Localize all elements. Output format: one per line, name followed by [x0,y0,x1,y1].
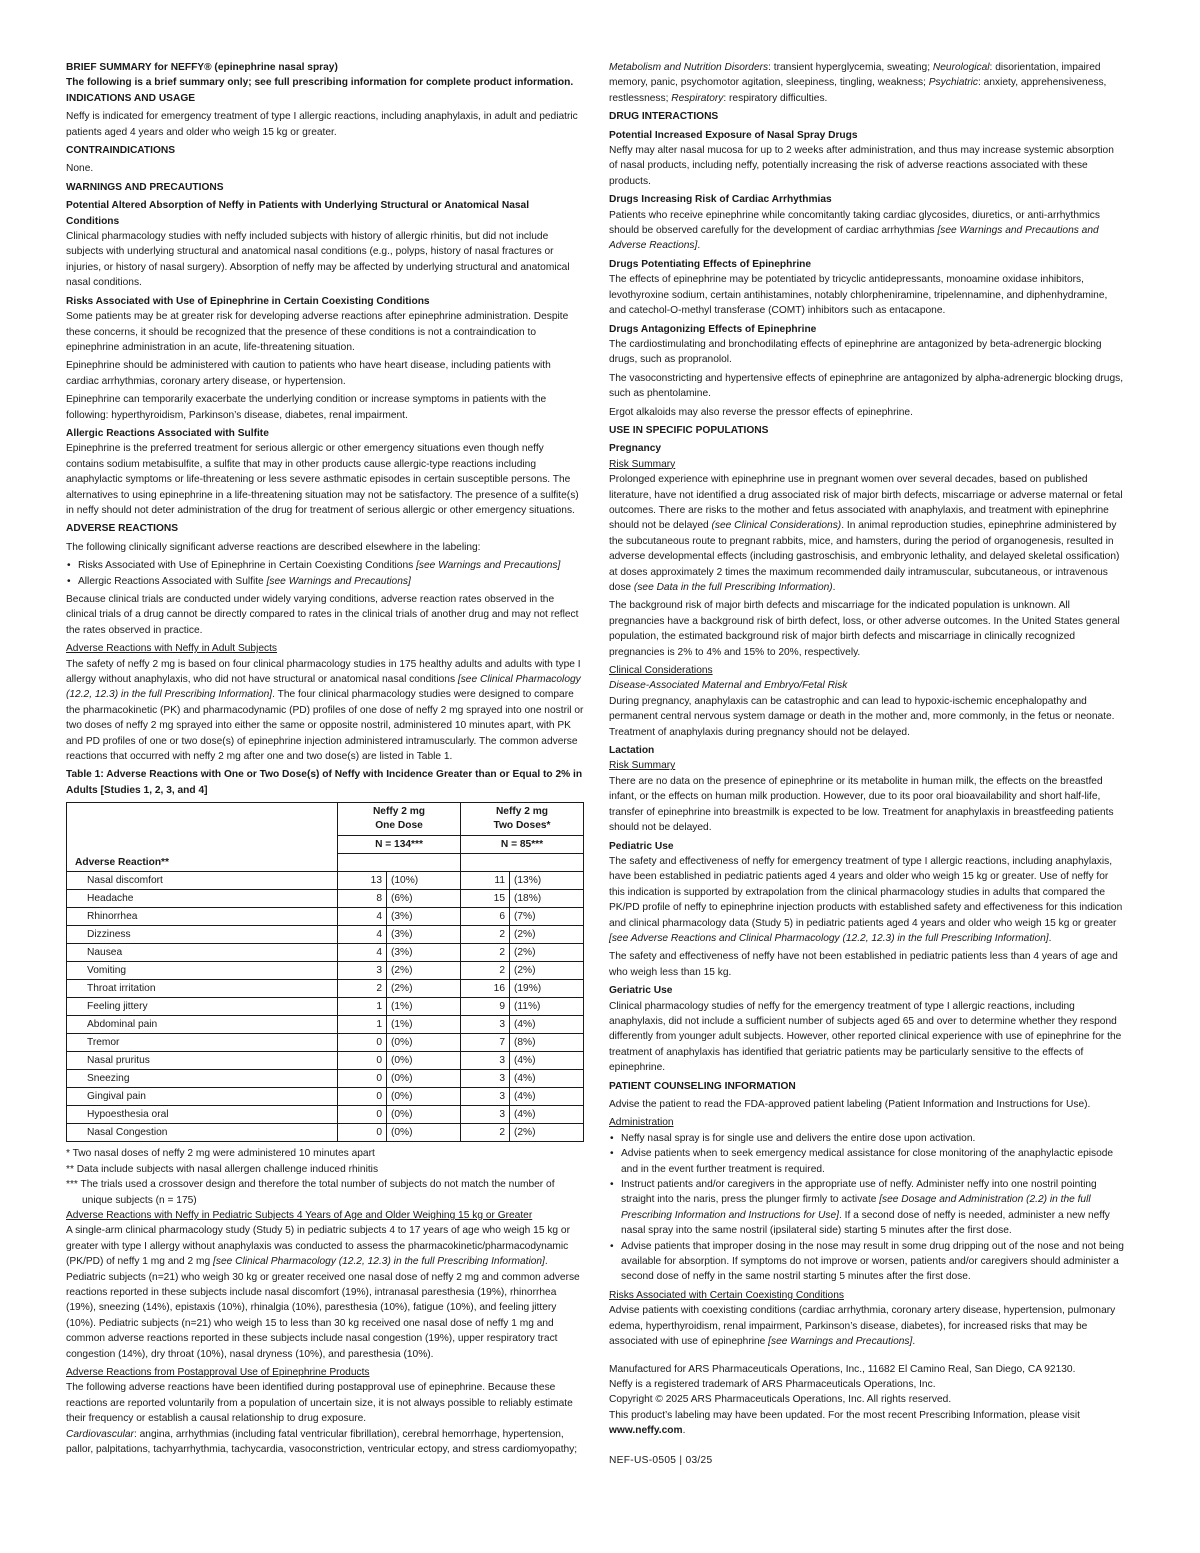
one-dose-percent: (2%) [387,980,461,998]
two-doses-count: 2 [461,926,510,944]
one-dose-count: 0 [338,1088,387,1106]
two-doses-percent: (2%) [510,944,584,962]
reaction-name: Gingival pain [67,1088,338,1106]
di-arrhythmias-text: Patients who receive epinephrine while concomitantly taking cardiac glycosides, diuretics, or anti-arrhythmics should be observed carefully for the development of cardiac arrhythmias [see Warnings and Precautions and Adverse Reactions]. [609,209,1100,252]
one-dose-percent: (1%) [387,998,461,1016]
two-doses-count: 3 [461,1070,510,1088]
one-dose-count: 4 [338,944,387,962]
row-header: Adverse Reaction** [67,854,338,872]
table-row [67,890,584,908]
cross-reference: (see Data in the full Prescribing Information) [633,582,833,593]
one-dose-percent: (0%) [387,1106,461,1124]
one-dose-percent: (0%) [387,1124,461,1142]
cross-reference: [see Clinical Pharmacology (12.2, 12.3) in the full Prescribing Information] [66,674,581,701]
two-doses-percent: (4%) [510,1088,584,1106]
table-row [67,998,584,1016]
reaction-name: Headache [67,890,338,908]
adverse-bullet-list [66,558,584,589]
reaction-name: Nasal Congestion [67,1124,338,1142]
table-row [67,908,584,926]
labeling-update-line: This product’s labeling may have been updated. For the most recent Prescribing Information, please visit www.neffy.com. [609,1409,1080,1437]
di-antagonizing-p3: Ergot alkaloids may also reverse the pressor effects of epinephrine. [609,406,913,418]
one-dose-percent: (0%) [387,1088,461,1106]
table-row [67,1106,584,1124]
reaction-name: Abdominal pain [67,1016,338,1034]
counseling-heading: PATIENT COUNSELING INFORMATION [609,1080,796,1092]
one-dose-count: 0 [338,1106,387,1124]
two-doses-percent: (4%) [510,1016,584,1034]
table-body [67,872,584,1142]
pregnancy-p1: Prolonged experience with epinephrine use in pregnant women over several decades, based on published literature, have not identified a drug associated risk of major birth defects, miscarriage or adverse maternal or fetal outcomes. There are risks to the mother and fetus associated with anaphylaxis, and treatment with epinephrine should not be delayed (see Clinical Considerations). In animal reproduction studies, epinephrine administered by the subcutaneous route to pregnant rabbits, mice, and hamsters, during the period of organogenesis, resulted in adverse developmental effects (including gastroschisis, and embryonic lethality, and delayed skeletal ossification) at doses approximately 2 times the maximum recommended daily intramuscular, subcutaneous, or intravenous dose (see Data in the full Prescribing Information). [609,474,1123,593]
pediatric-use-p2: The safety and effectiveness of neffy have not been established in pediatric patients less than 4 years of age and who weigh less than 15 kg. [609,951,1118,978]
warnings-sub-absorption: Potential Altered Absorption of Neffy in Patients with Underlying Structural or Anatomical Nasal Conditions [66,200,530,227]
adverse-intro: The following clinically significant adverse reactions are described elsewhere in the labeling: [66,541,481,553]
two-doses-percent: (2%) [510,926,584,944]
left-column [66,60,584,1460]
warnings-heading: WARNINGS AND PRECAUTIONS [66,181,224,193]
lactation-heading: Lactation [609,745,655,757]
footnote-1: * Two nasal doses of neffy 2 mg were administered 10 minutes apart [66,1148,375,1160]
two-doses-count: 11 [461,872,510,890]
warnings-sulfite-text: Epinephrine is the preferred treatment for serious allergic or other emergency situations even though neffy contains sodium metabisulfite, a sulfite that may in other products cause allergic-type reactions including anaphylactic symptoms or life-threatening or less severe asthmatic episodes in certain susceptible persons. The alternatives to using epinephrine in a life-threatening situation may not be satisfactory. The presence of a sulfite(s) in neffy should not deter administration of the drug for treatment of serious allergic or other emergency situations. [66,443,579,516]
two-doses-percent: (4%) [510,1052,584,1070]
administration-list [609,1131,1125,1285]
footnote-3: *** The trials used a crossover design and therefore the total number of subjects do not match the number of unique subjects (n = 175) [66,1179,555,1206]
one-dose-count: 0 [338,1124,387,1142]
clinical-considerations-heading: Clinical Considerations [609,665,713,677]
pregnancy-p2: The background risk of major birth defects and miscarriage for the indicated population is unknown. All pregnancies have a background risk of birth defect, loss, or other adverse outcomes. In the United States general population, the estimated background risk of major birth defects and miscarriage in clinically recognized pregnancies is 2% to 4% and 15% to 20%, respectively. [609,600,1120,658]
spacer-cell [338,854,461,872]
list-item: • Neffy nasal spray is for single use and delivers the entire dose upon activation. [609,1131,1125,1146]
pediatric-subjects-text: A single-arm clinical pharmacology study (Study 5) in pediatric subjects 4 to 17 years of age who weigh 15 kg or greater with type I allergy without anaphylaxis was conducted to assess the pharmacokinetic/pharmacodynamic (PK/PD) of neffy 1 mg and 2 mg [see Clinical Pharmacology (12.2, 12.3) in the full Prescribing Information]. Pediatric subjects (n=21) who weigh 30 kg or greater received one nasal dose of neffy 2 mg and common adverse reactions reported in these subjects include nasal discomfort (19%), intranasal paresthesia (19%), rhinorrhea (19%), sneezing (14%), epistaxis (10%), rhinalgia (10%), paresthesia (10%), fatigue (10%), and feeling jittery (10%). Pediatric subjects (n=21) who weigh 15 to less than 30 kg received one nasal dose of neffy 1 mg and common adverse reactions reported in these subjects include nasal congestion (19%), upper respiratory tract congestion (14%), dry throat (10%), nasal dryness (10%), and paresthesia (10%). [66,1225,580,1360]
di-sub-potentiating: Drugs Potentiating Effects of Epinephrine [609,258,812,270]
table-row [67,1070,584,1088]
adverse-heading: ADVERSE REACTIONS [66,523,179,535]
list-item: • Instruct patients and/or caregivers in the appropriate use of neffy. Administer neffy into one nostril pointing straight into the naris, press the plunger firmly to activate [see Dosage and Administration (2.2) in the full Prescribing Information and Instructions for Use]. If a second dose of neffy is needed, administer a new neffy nasal spray into the same nostril (ipsilateral side) starting 5 minutes after the first dose. [609,1177,1125,1239]
two-doses-count: 2 [461,962,510,980]
warnings-sub-coexisting: Risks Associated with Use of Epinephrine in Certain Coexisting Conditions [66,295,430,307]
two-doses-percent: (4%) [510,1106,584,1124]
one-dose-percent: (3%) [387,908,461,926]
two-doses-percent: (2%) [510,1124,584,1142]
table-row [67,872,584,890]
col-two-doses-n: N = 85*** [461,836,584,854]
reaction-name: Nausea [67,944,338,962]
cross-reference: [see Warnings and Precautions] [768,1336,913,1348]
cross-reference: (see Clinical Considerations) [711,520,842,532]
pediatric-use-heading: Pediatric Use [609,840,674,852]
one-dose-percent: (0%) [387,1070,461,1088]
two-doses-count: 3 [461,1088,510,1106]
cross-reference: [see Dosage and Administration (2.2) in the full Prescribing Information and Instructions for Use] [621,1194,1091,1221]
col-two-doses-header: Neffy 2 mg Two Doses* [461,803,584,836]
adult-subjects-text: The safety of neffy 2 mg is based on four clinical pharmacology studies in 175 healthy adults and adults with type I allergy without anaphylaxis, who did not have structural or anatomical nasal conditions [see Clinical Pharmacology (12.2, 12.3) in the full Prescribing Information]. The four clinical pharmacology studies were designed to compare the pharmacokinetic (PK) and pharmacodynamic (PD) profiles of one dose of neffy 2 mg sprayed into one nostril or two doses of neffy 2 mg sprayed into either the same or opposite nostril, administered 10 minutes apart, with PK and PD profiles of one or two dose(s) of epinephrine injection administered intramuscularly. The common adverse reactions that occurred with neffy 2 mg after one and two dose(s) are listed in Table 1. [66,658,584,763]
two-doses-percent: (13%) [510,872,584,890]
one-dose-count: 1 [338,998,387,1016]
document-code: NEF-US-0505 | 03/25 [609,1454,713,1466]
table-row [67,1088,584,1106]
footnote-2: ** Data include subjects with nasal allergen challenge induced rhinitis [66,1163,379,1175]
contraindications-heading: CONTRAINDICATIONS [66,145,176,157]
di-sub-antagonizing: Drugs Antagonizing Effects of Epinephrine [609,323,817,335]
table-row [67,944,584,962]
cross-reference: [see Warnings and Precautions] [266,575,411,587]
lactation-risk-summary: Risk Summary [609,760,676,772]
cross-reference: [see Adverse Reactions and Clinical Pharmacology (12.2, 12.3) in the full Prescribing Information] [609,932,1049,944]
two-doses-count: 9 [461,998,510,1016]
right-column [609,60,1125,1471]
one-dose-count: 1 [338,1016,387,1034]
postapproval-cardiovascular: Cardiovascular: angina, arrhythmias (including fatal ventricular fibrillation), cerebral hemorrhage, hypertension, pallor, palpitations, tachyarrhythmia, tachycardia, vasoconstriction, ventricular ectopy, and stress cardiomyopathy; [66,1428,578,1455]
two-doses-count: 3 [461,1052,510,1070]
pregnancy-heading: Pregnancy [609,443,662,455]
reaction-name: Throat irritation [67,980,338,998]
one-dose-percent: (2%) [387,962,461,980]
table-row [67,980,584,998]
warnings-coexisting-p3: Epinephrine can temporarily exacerbate the underlying condition or increase symptoms in patients with the following: hyperthyroidism, Parkinson’s disease, diabetes, renal impairment. [66,394,547,421]
table-footnotes [66,1146,584,1208]
one-dose-count: 8 [338,890,387,908]
di-nasal-spray-text: Neffy may alter nasal mucosa for up to 2 weeks after administration, and thus may increase systemic absorption of nasal products, including neffy, potentially increasing the risk of adverse reactions associated with these products. [609,145,1114,187]
two-doses-percent: (18%) [510,890,584,908]
lactation-text: There are no data on the presence of epinephrine or its metabolite in human milk, the effects on the breastfed infant, or the effects on human milk production. However, due to its poor oral bioavailability and short half-life, transfer of epinephrine into breastmilk is expected to be low. Treatment for anaphylaxis in breastfeeding patients should not be delayed. [609,775,1114,834]
coexisting-risks-heading: Risks Associated with Certain Coexisting Conditions [609,1289,844,1301]
list-item: • Advise patients when to seek emergency medical assistance for close monitoring of the anaphylactic episode and in the event further treatment is required. [609,1146,1125,1177]
brief-summary-subtitle: The following is a brief summary only; see full prescribing information for complete product information. [66,77,574,89]
list-item: • Allergic Reactions Associated with Sulfite [see Warnings and Precautions] [66,574,584,589]
one-dose-count: 4 [338,908,387,926]
di-antagonizing-p1: The cardiostimulating and bronchodilating effects of epinephrine are antagonized by beta-adrenergic blocking drugs, such as propranolol. [609,338,1102,366]
reaction-name: Tremor [67,1034,338,1052]
cross-reference: [see Warnings and Precautions] [416,560,561,572]
adverse-trials-text: Because clinical trials are conducted under widely varying conditions, adverse reaction rates observed in the clinical trials of a drug cannot be directly compared to rates in the clinical trials of another drug and may not reflect the rates observed in practice. [66,594,579,636]
two-doses-percent: (4%) [510,1070,584,1088]
brief-summary-title: BRIEF SUMMARY for NEFFY® (epinephrine nasal spray) [66,62,338,73]
reaction-name: Feeling jittery [67,998,338,1016]
reaction-name: Sneezing [67,1070,338,1088]
pediatric-subjects-heading: Adverse Reactions with Neffy in Pediatric Subjects 4 Years of Age and Older Weighing 15 kg or Greater [66,1209,533,1221]
two-doses-count: 15 [461,890,510,908]
two-doses-count: 3 [461,1106,510,1124]
two-doses-count: 2 [461,944,510,962]
postapproval-heading: Adverse Reactions from Postapproval Use of Epinephrine Products [66,1366,370,1378]
one-dose-percent: (3%) [387,944,461,962]
pregnancy-risk-summary: Risk Summary [609,458,676,470]
specific-populations-heading: USE IN SPECIFIC POPULATIONS [609,424,769,436]
manufacturer-line: Manufactured for ARS Pharmaceuticals Operations, Inc., 11682 El Camino Real, San Diego, CA 92130. [609,1363,1076,1375]
one-dose-percent: (3%) [387,926,461,944]
table-row [67,1052,584,1070]
one-dose-percent: (6%) [387,890,461,908]
postapproval-continued: Metabolism and Nutrition Disorders: transient hyperglycemia, sweating; Neurological: disorientation, impaired memory, panic, psychomotor agitation, sleepiness, tingling, weakness; Psychiatric: anxiety, apprehensiveness, restlessness; Respiratory: respiratory difficulties. [609,62,1107,104]
two-doses-percent: (7%) [510,908,584,926]
copyright-line: Copyright © 2025 ARS Pharmaceuticals Operations, Inc. All rights reserved. [609,1394,952,1406]
warnings-sub-sulfite: Allergic Reactions Associated with Sulfite [66,427,269,439]
reaction-name: Nasal pruritus [67,1052,338,1070]
two-doses-count: 16 [461,980,510,998]
drug-interactions-heading: DRUG INTERACTIONS [609,111,719,123]
pediatric-use-p1: The safety and effectiveness of neffy for emergency treatment of type I allergic reactions, including anaphylaxis, have been established in pediatric patients aged 4 years and older who weigh 15 kg or greater. Use of neffy for this indication is supported by extrapolation from the clinical pharmacology studies in adults that compared the PK/PD profile of neffy to epinephrine injection products with established safety and effectiveness for this indication and clinical pharmacology data (Study 5) in pediatric patients aged 4 years and older who weigh 15 kg or greater [see Adverse Reactions and Clinical Pharmacology (12.2, 12.3) in the full Prescribing Information]. [609,855,1123,944]
list-item: • Risks Associated with Use of Epinephrine in Certain Coexisting Conditions [see Warnings and Precautions] [66,558,584,573]
one-dose-percent: (1%) [387,1016,461,1034]
di-sub-nasal-spray: Potential Increased Exposure of Nasal Spray Drugs [609,129,858,141]
one-dose-count: 0 [338,1070,387,1088]
table-row [67,962,584,980]
contraindications-text: None. [66,163,94,175]
clinical-considerations-text: During pregnancy, anaphylaxis can be catastrophic and can lead to hypoxic-ischemic encephalopathy and permanent central nervous system damage or death in the mother and, more commonly, in the fetus or neonate. Treatment of anaphylaxis during pregnancy should not be delayed. [609,695,1115,738]
warnings-coexisting-p1: Some patients may be at greater risk for developing adverse reactions after epinephrine administration. Despite these concerns, it should be recognized that the presence of these conditions is not a contraindication to epinephrine administration in an acute, life-threatening situation. [66,311,569,353]
two-doses-percent: (2%) [510,962,584,980]
two-doses-count: 2 [461,1124,510,1142]
cross-reference: [see Warnings and Precautions and Adverse Reactions] [609,225,1099,252]
one-dose-percent: (0%) [387,1034,461,1052]
one-dose-count: 13 [338,872,387,890]
reaction-name: Nasal discomfort [67,872,338,890]
cross-reference: [see Clinical Pharmacology (12.2, 12.3) in the full Prescribing Information] [213,1256,545,1268]
reaction-name: Rhinorrhea [67,908,338,926]
website-link[interactable]: www.neffy.com [609,1425,683,1437]
one-dose-count: 0 [338,1052,387,1070]
indications-heading: INDICATIONS AND USAGE [66,92,196,104]
counseling-intro: Advise the patient to read the FDA-approved patient labeling (Patient Information and Instructions for Use). [609,1099,1091,1110]
administration-heading: Administration [609,1117,674,1129]
warnings-absorption-text: Clinical pharmacology studies with neffy included subjects with history of allergic rhinitis, but did not include subjects with underlying structural and anatomical nasal conditions (e.g., polyps, history of nasal fractures or injuries, or history of nasal surgery). Absorption of neffy may be affected by underlying structural and anatomical nasal conditions. [66,231,570,289]
col-one-dose-n: N = 134*** [338,836,461,854]
table-row [67,926,584,944]
reaction-name: Hypoesthesia oral [67,1106,338,1124]
one-dose-count: 4 [338,926,387,944]
trademark-line: Neffy is a registered trademark of ARS Pharmaceuticals Operations, Inc. [609,1378,936,1390]
geriatric-use-text: Clinical pharmacology studies of neffy for the emergency treatment of type I allergic reactions, including anaphylaxis, did not include a sufficient number of subjects aged 65 and over to determine whether they respond differently from younger adult subjects. However, other reported clinical experience with use of epinephrine for the treatment of anaphylaxis has identified that geriatric patients may be particularly sensitive to the effects of epinephrine. [609,1000,1122,1074]
spacer-cell [461,854,584,872]
table-caption: Table 1: Adverse Reactions with One or Two Dose(s) of Neffy with Incidence Greater than or Equal to 2% in Adults [Studies 1, 2, 3, and 4] [66,769,583,796]
manufacturer-info [609,1362,1125,1439]
di-potentiating-text: The effects of epinephrine may be potentiated by tricyclic antidepressants, monoamine oxidase inhibitors, levothyroxine sodium, certain antihistamines, notably chlorpheniramine, tripelennamine, and diphenhydramine, and catechol-O-methyl transferase (COMT) inhibitors such as entacapone. [609,274,1108,317]
reaction-name: Vomiting [67,962,338,980]
one-dose-count: 3 [338,962,387,980]
one-dose-percent: (10%) [387,872,461,890]
table-row [67,1016,584,1034]
one-dose-count: 2 [338,980,387,998]
indications-text: Neffy is indicated for emergency treatment of type I allergic reactions, including anaphylaxis, in adult and pediatric patients aged 4 years and older who weigh 15 kg or greater. [66,111,578,138]
one-dose-percent: (0%) [387,1052,461,1070]
di-antagonizing-p2: The vasoconstricting and hypertensive effects of epinephrine are antagonized by alpha-adrenergic blocking drugs, such as phentolamine. [609,372,1124,400]
adult-subjects-heading: Adverse Reactions with Neffy in Adult Subjects [66,643,278,655]
table-row [67,1124,584,1142]
two-doses-count: 3 [461,1016,510,1034]
geriatric-use-heading: Geriatric Use [609,985,673,997]
adverse-reactions-table [66,802,584,1142]
table-row [67,1034,584,1052]
coexisting-risks-text: Advise patients with coexisting conditions (cardiac arrhythmia, coronary artery disease, hypertension, pulmonary edema, hyperthyroidism, renal impairment, Parkinson’s disease, diabetes), for increased risks that may be associated with use of epinephrine [see Warnings and Precautions]. [609,1305,1116,1348]
list-item: • Advise patients that improper dosing in the nose may result in some drug dripping out of the nose and not being available for absorption. If symptoms do not improve or worsen, patients and/or caregivers should administer a second dose of neffy in the same nostril starting 5 minutes after the first dose. [609,1239,1125,1285]
two-doses-percent: (19%) [510,980,584,998]
di-sub-arrhythmias: Drugs Increasing Risk of Cardiac Arrhythmias [609,194,832,206]
warnings-coexisting-p2: Epinephrine should be administered with caution to patients who have heart disease, including patients with cardiac arrhythmias, coronary artery disease, or hypertension. [66,360,551,387]
reaction-name: Dizziness [67,926,338,944]
one-dose-count: 0 [338,1034,387,1052]
two-doses-count: 6 [461,908,510,926]
col-one-dose-header: Neffy 2 mg One Dose [338,803,461,836]
two-doses-percent: (8%) [510,1034,584,1052]
two-doses-count: 7 [461,1034,510,1052]
two-doses-percent: (11%) [510,998,584,1016]
table-corner [67,803,338,854]
clinical-considerations-sub: Disease-Associated Maternal and Embryo/Fetal Risk [609,680,848,692]
postapproval-text: The following adverse reactions have been identified during postapproval use of epinephrine. Because these reactions are reported voluntarily from a population of uncertain size, it is not always possible to reliably estimate their frequency or establish a causal relationship to drug exposure. [66,1382,573,1425]
